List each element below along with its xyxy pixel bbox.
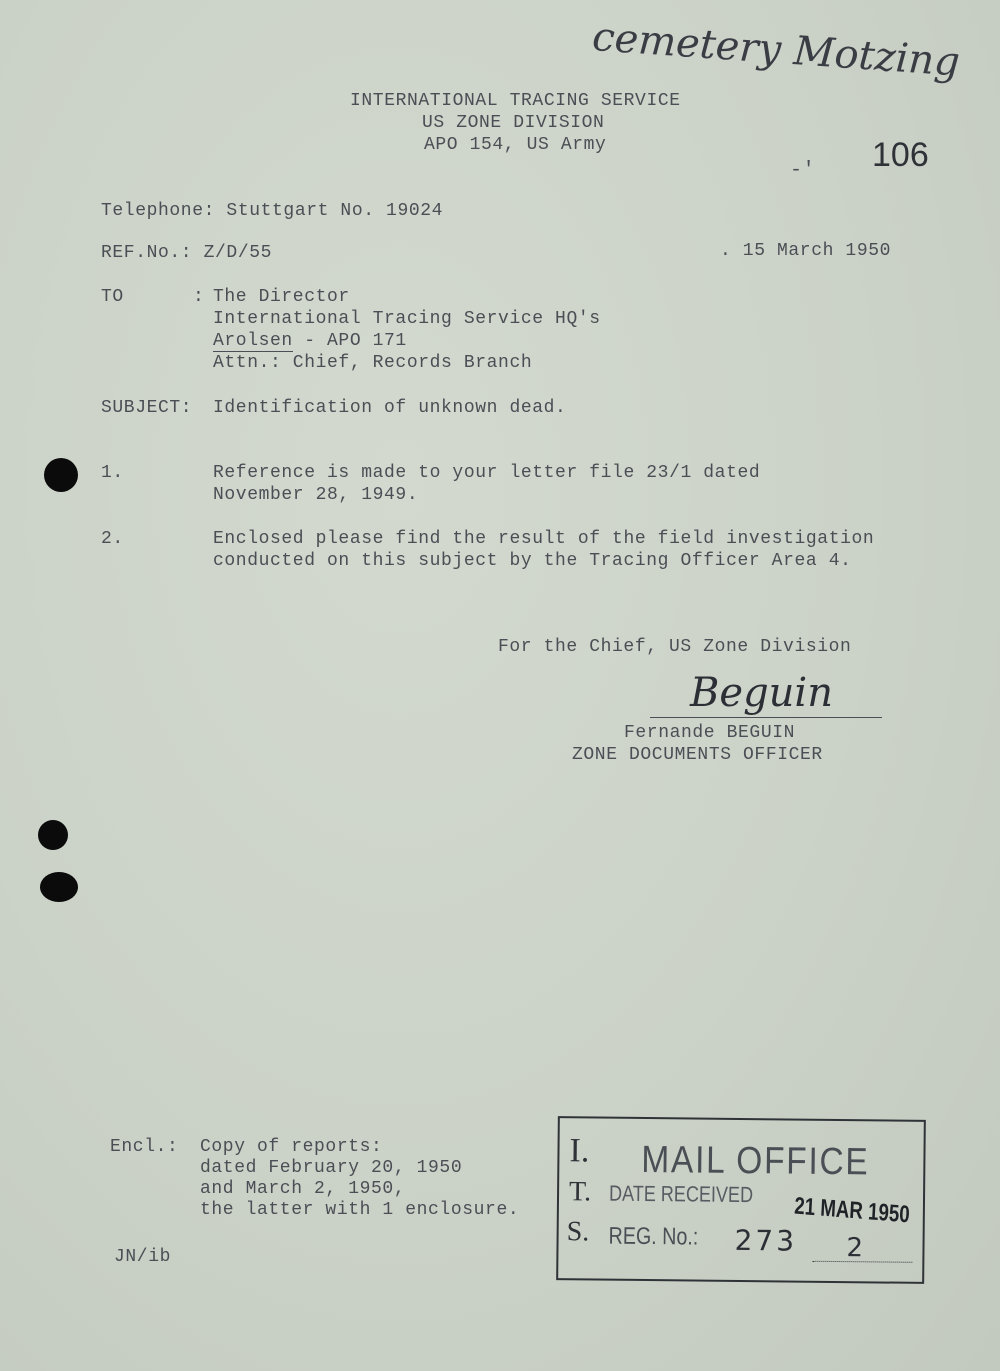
stamp-date-value: 21 MAR 1950 xyxy=(793,1192,911,1229)
punch-hole-bottom xyxy=(40,872,78,902)
signature: Beguin xyxy=(690,670,833,716)
enclosure-line-2: dated February 20, 1950 xyxy=(200,1158,463,1178)
page-number: 106 xyxy=(872,136,929,174)
header-line-2: US ZONE DIVISION xyxy=(422,113,605,133)
punch-hole-top xyxy=(44,458,78,492)
signer-title: ZONE DOCUMENTS OFFICER xyxy=(572,745,823,765)
addressee-apo: - APO 171 xyxy=(292,331,407,351)
addressee-city: Arolsen xyxy=(213,331,293,351)
typist-initials: JN/ib xyxy=(114,1247,172,1267)
stamp-reg-value: 273 xyxy=(734,1223,798,1258)
header-line-1: INTERNATIONAL TRACING SERVICE xyxy=(350,91,681,111)
stamp-letter-t: T. xyxy=(568,1176,592,1208)
paragraph-1-line-2: November 28, 1949. xyxy=(213,485,419,505)
page-number-dash: -' xyxy=(790,159,816,182)
mail-office-stamp xyxy=(556,1116,926,1284)
to-colon: : xyxy=(193,287,205,307)
stamp-reg-label: REG. No.: xyxy=(608,1222,699,1251)
enclosure-line-1: Copy of reports: xyxy=(200,1137,383,1157)
stamp-letter-i: I. xyxy=(569,1132,590,1170)
paragraph-2-line-1: Enclosed please find the result of the field investigation xyxy=(213,529,875,549)
addressee-line-2: International Tracing Service HQ's xyxy=(213,309,601,329)
addressee-line-4: Attn.: Chief, Records Branch xyxy=(213,353,533,373)
stamp-reg-extra: 2 xyxy=(846,1233,864,1264)
signature-line xyxy=(650,717,882,718)
header-line-3: APO 154, US Army xyxy=(424,135,607,155)
subject-label: SUBJECT: xyxy=(101,398,193,418)
punch-hole-middle xyxy=(38,820,68,850)
letter-date: . 15 March 1950 xyxy=(720,241,892,261)
paragraph-2-number: 2. xyxy=(101,529,124,549)
enclosure-label: Encl.: xyxy=(110,1137,179,1157)
enclosure-line-4: the latter with 1 enclosure. xyxy=(200,1200,520,1220)
signature-for-line: For the Chief, US Zone Division xyxy=(498,637,852,657)
signer-name: Fernande BEGUIN xyxy=(624,723,796,743)
addressee-line-1: The Director xyxy=(213,287,350,307)
paragraph-1-line-1: Reference is made to your letter file 23/1 dated xyxy=(213,463,761,483)
stamp-date-label: DATE RECEIVED xyxy=(608,1180,754,1208)
handwritten-note: cemetery Motzing xyxy=(590,14,962,86)
reference-number: REF.No.: Z/D/55 xyxy=(101,243,273,263)
to-label: TO xyxy=(101,287,124,307)
stamp-title: MAIL OFFICE xyxy=(641,1138,870,1184)
paragraph-1-number: 1. xyxy=(101,463,124,483)
stamp-letter-s: S. xyxy=(566,1216,590,1248)
addressee-line-3 xyxy=(213,330,407,352)
enclosure-line-3: and March 2, 1950, xyxy=(200,1179,406,1199)
telephone-line: Telephone: Stuttgart No. 19024 xyxy=(101,201,444,221)
subject-text: Identification of unknown dead. xyxy=(213,398,567,418)
paragraph-2-line-2: conducted on this subject by the Tracing Officer Area 4. xyxy=(213,551,852,571)
